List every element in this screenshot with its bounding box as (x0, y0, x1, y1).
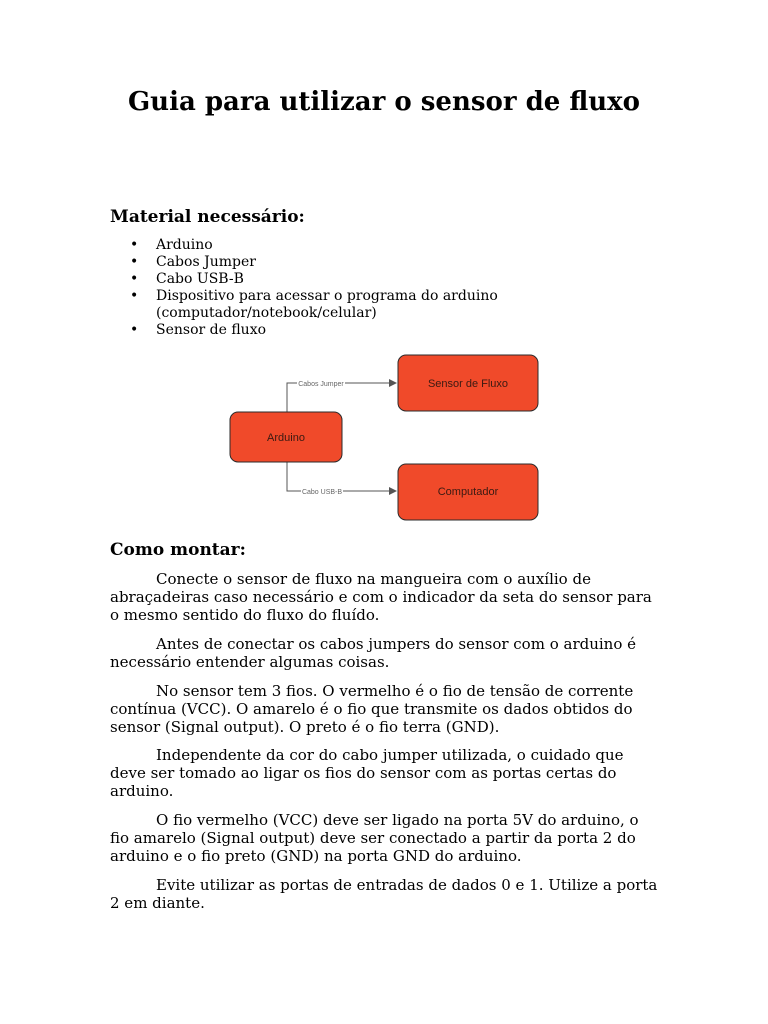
bullet-icon: • (130, 271, 139, 287)
paragraph: Evite utilizar as portas de entradas de dados 0 e 1. Utilize a porta 2 em diante. (110, 876, 658, 912)
bullet-icon: • (130, 288, 139, 304)
bullet-icon: • (130, 322, 139, 338)
page-title: Guia para utilizar o sensor de fluxo (127, 87, 641, 117)
paragraph: Independente da cor do cabo jumper utilizada, o cuidado que deve ser tomado ao ligar os fios do sensor com as portas certas do arduino. (110, 746, 624, 800)
paragraph: Conecte o sensor de fluxo na mangueira com o auxílio de abraçadeiras caso necessário e com o indicador da seta do sensor para o mesmo sentido do fluxo do fluído. (110, 570, 652, 624)
list-item-text: Cabos Jumper (156, 254, 256, 270)
paragraph: No sensor tem 3 fios. O vermelho é o fio de tensão de corrente contínua (VCC). O amarelo é o fio que transmite os dados obtidos do sensor (Signal output). O preto é o fio terra (GND). (110, 682, 634, 736)
material-heading: Material necessário: (110, 207, 305, 227)
edge-label-jumper: Cabos Jumper (298, 381, 344, 388)
list-item-text: Dispositivo para acessar o programa do arduino (computador/notebook/celular) (156, 288, 498, 321)
connection-diagram (225, 348, 545, 528)
edge-label-usb: Cabo USB-B (301, 489, 343, 496)
paragraph: O fio vermelho (VCC) deve ser ligado na porta 5V do arduino, o fio amarelo (Signal output) deve ser conectado a partir da porta 2 do arduino e o fio preto (GND) na porta GND do arduino. (110, 811, 639, 865)
list-item (110, 271, 670, 288)
list-item (110, 237, 670, 254)
list-item-text: Arduino (156, 237, 213, 253)
list-item (110, 254, 670, 271)
material-list (110, 237, 670, 339)
node-arduino-label: Arduino (267, 432, 305, 444)
montar-heading: Como montar: (110, 540, 246, 560)
list-item (110, 322, 670, 339)
list-item-text: Sensor de fluxo (156, 322, 267, 338)
node-sensor-label: Sensor de Fluxo (427, 378, 509, 390)
bullet-icon: • (130, 237, 139, 253)
list-item (110, 288, 670, 322)
paragraph: Antes de conectar os cabos jumpers do sensor com o arduino é necessário entender algumas coisas. (110, 635, 637, 671)
bullet-icon: • (130, 254, 139, 270)
list-item-text: Cabo USB-B (156, 271, 244, 287)
node-computer-label: Computador (437, 486, 499, 498)
